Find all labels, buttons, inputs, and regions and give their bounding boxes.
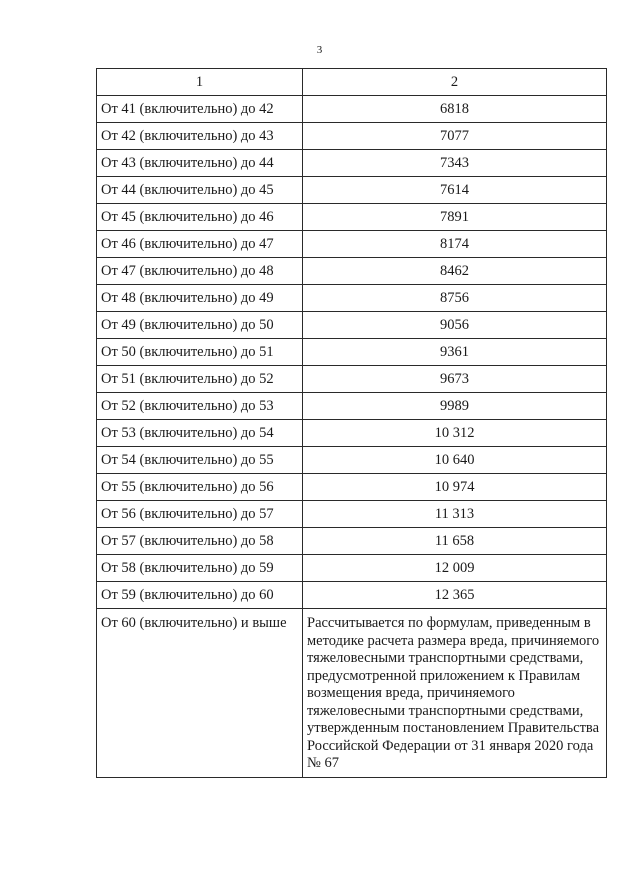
table-row	[97, 555, 607, 582]
table-row	[97, 123, 607, 150]
weight-range-cell: От 47 (включительно) до 48	[97, 258, 303, 285]
value-cell: 12 009	[303, 555, 607, 582]
value-cell: 12 365	[303, 582, 607, 609]
note-line: тяжеловесными транспортными средствами,	[307, 650, 584, 666]
weight-range-cell: От 49 (включительно) до 50	[97, 312, 303, 339]
table-row	[97, 312, 607, 339]
table-row	[97, 501, 607, 528]
value-cell: 9056	[303, 312, 607, 339]
weight-range-cell: От 57 (включительно) до 58	[97, 528, 303, 555]
weight-range-cell: От 56 (включительно) до 57	[97, 501, 303, 528]
table-row	[97, 447, 607, 474]
column-header-2: 2	[303, 69, 607, 96]
value-cell: 10 312	[303, 420, 607, 447]
value-cell: 9673	[303, 366, 607, 393]
weight-range-cell: От 44 (включительно) до 45	[97, 177, 303, 204]
note-line: № 67	[307, 755, 339, 771]
value-cell: 10 974	[303, 474, 607, 501]
table-row	[97, 366, 607, 393]
value-cell: 9361	[303, 339, 607, 366]
value-cell: 10 640	[303, 447, 607, 474]
page-number: 3	[316, 44, 323, 56]
weight-range-cell: От 42 (включительно) до 43	[97, 123, 303, 150]
value-cell: 7891	[303, 204, 607, 231]
weight-range-cell: От 45 (включительно) до 46	[97, 204, 303, 231]
table-row	[97, 150, 607, 177]
value-cell: 7343	[303, 150, 607, 177]
value-cell: 8462	[303, 258, 607, 285]
value-cell: 8756	[303, 285, 607, 312]
weight-range-cell: От 51 (включительно) до 52	[97, 366, 303, 393]
rates-table	[96, 68, 607, 778]
table-body	[97, 69, 607, 778]
table-row-last	[97, 609, 607, 778]
weight-range-cell: От 41 (включительно) до 42	[97, 96, 303, 123]
weight-range-cell: От 54 (включительно) до 55	[97, 447, 303, 474]
value-cell: 7077	[303, 123, 607, 150]
table-row	[97, 420, 607, 447]
value-cell: 11 313	[303, 501, 607, 528]
note-line: тяжеловесными транспортными средствами,	[307, 702, 584, 719]
note-line: возмещения вреда, причиняемого	[307, 685, 515, 701]
table-row	[97, 258, 607, 285]
weight-range-cell: От 60 (включительно) и выше	[97, 609, 303, 778]
weight-range-cell: От 50 (включительно) до 51	[97, 339, 303, 366]
weight-range-cell: От 52 (включительно) до 53	[97, 393, 303, 420]
table-row	[97, 393, 607, 420]
weight-range-cell: От 55 (включительно) до 56	[97, 474, 303, 501]
value-cell: 6818	[303, 96, 607, 123]
note-line: утвержденным постановлением Правительства	[307, 720, 600, 736]
table-row	[97, 177, 607, 204]
table-row	[97, 96, 607, 123]
weight-range-cell: От 46 (включительно) до 47	[97, 231, 303, 258]
table-row	[97, 204, 607, 231]
note-line: предусмотренной приложением к Правилам	[307, 667, 581, 684]
column-header-1: 1	[97, 69, 303, 96]
note-line: Российской Федерации от 31 января 2020 года	[307, 737, 594, 754]
table-row	[97, 528, 607, 555]
table-row	[97, 231, 607, 258]
weight-range-cell: От 53 (включительно) до 54	[97, 420, 303, 447]
value-cell: 11 658	[303, 528, 607, 555]
table-row	[97, 339, 607, 366]
table-header-row	[97, 69, 607, 96]
value-cell: 8174	[303, 231, 607, 258]
note-line: Рассчитывается по формулам, приведенным в	[307, 615, 591, 631]
value-cell: 9989	[303, 393, 607, 420]
value-cell: 7614	[303, 177, 607, 204]
table-row	[97, 582, 607, 609]
table-row	[97, 285, 607, 312]
weight-range-cell: От 48 (включительно) до 49	[97, 285, 303, 312]
weight-range-cell: От 58 (включительно) до 59	[97, 555, 303, 582]
table-row	[97, 474, 607, 501]
calculation-note-cell	[303, 609, 607, 778]
note-line: методике расчета размера вреда, причиняемого	[307, 632, 600, 649]
weight-range-cell: От 59 (включительно) до 60	[97, 582, 303, 609]
weight-range-cell: От 43 (включительно) до 44	[97, 150, 303, 177]
